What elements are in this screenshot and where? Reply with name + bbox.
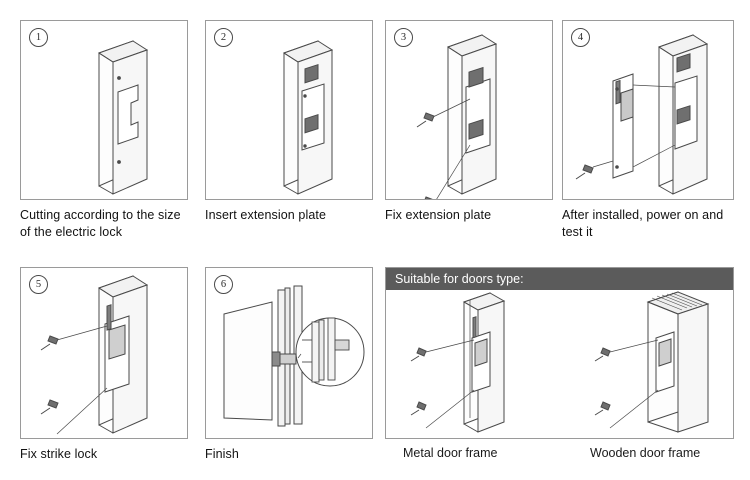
- step-2-panel: [205, 20, 373, 200]
- step-1-caption: Cutting according to the size of the electric lock: [20, 208, 181, 239]
- step-5-panel: [20, 267, 188, 439]
- step-3-badge: 3: [394, 28, 413, 47]
- step-2: [205, 20, 373, 224]
- step-1-badge: 1: [29, 28, 48, 47]
- door-types-captions: [385, 446, 734, 460]
- step-5-illustration: [21, 268, 187, 438]
- step-6: [205, 267, 373, 463]
- step-2-badge: 2: [214, 28, 233, 47]
- step-5-caption: Fix strike lock: [20, 447, 98, 461]
- step-3-caption: Fix extension plate: [385, 208, 492, 222]
- step-3: [385, 20, 553, 224]
- step-5: [20, 267, 188, 463]
- step-2-illustration: [206, 21, 372, 199]
- metal-door-frame-caption: Metal door frame: [403, 446, 498, 460]
- step-6-panel: [205, 267, 373, 439]
- step-5-badge: 5: [29, 275, 48, 294]
- step-4-caption: After installed, power on and test it: [562, 208, 724, 239]
- wooden-door-frame-caption: Wooden door frame: [590, 446, 701, 460]
- step-2-caption: Insert extension plate: [205, 208, 327, 222]
- step-4: [562, 20, 734, 241]
- step-6-badge: 6: [214, 275, 233, 294]
- step-6-illustration: [206, 268, 372, 438]
- step-3-panel: [385, 20, 553, 200]
- step-4-illustration: [563, 21, 733, 199]
- step-6-caption: Finish: [205, 447, 239, 461]
- door-types-illustration: [386, 290, 733, 438]
- door-types-header: Suitable for doors type:: [386, 268, 733, 290]
- step-4-panel: [562, 20, 734, 200]
- door-types-panel: [385, 267, 734, 439]
- step-3-illustration: [386, 21, 552, 199]
- step-4-badge: 4: [571, 28, 590, 47]
- step-1-illustration: [21, 21, 187, 199]
- step-1-panel: [20, 20, 188, 200]
- step-1: [20, 20, 188, 241]
- door-types-section: [385, 267, 734, 460]
